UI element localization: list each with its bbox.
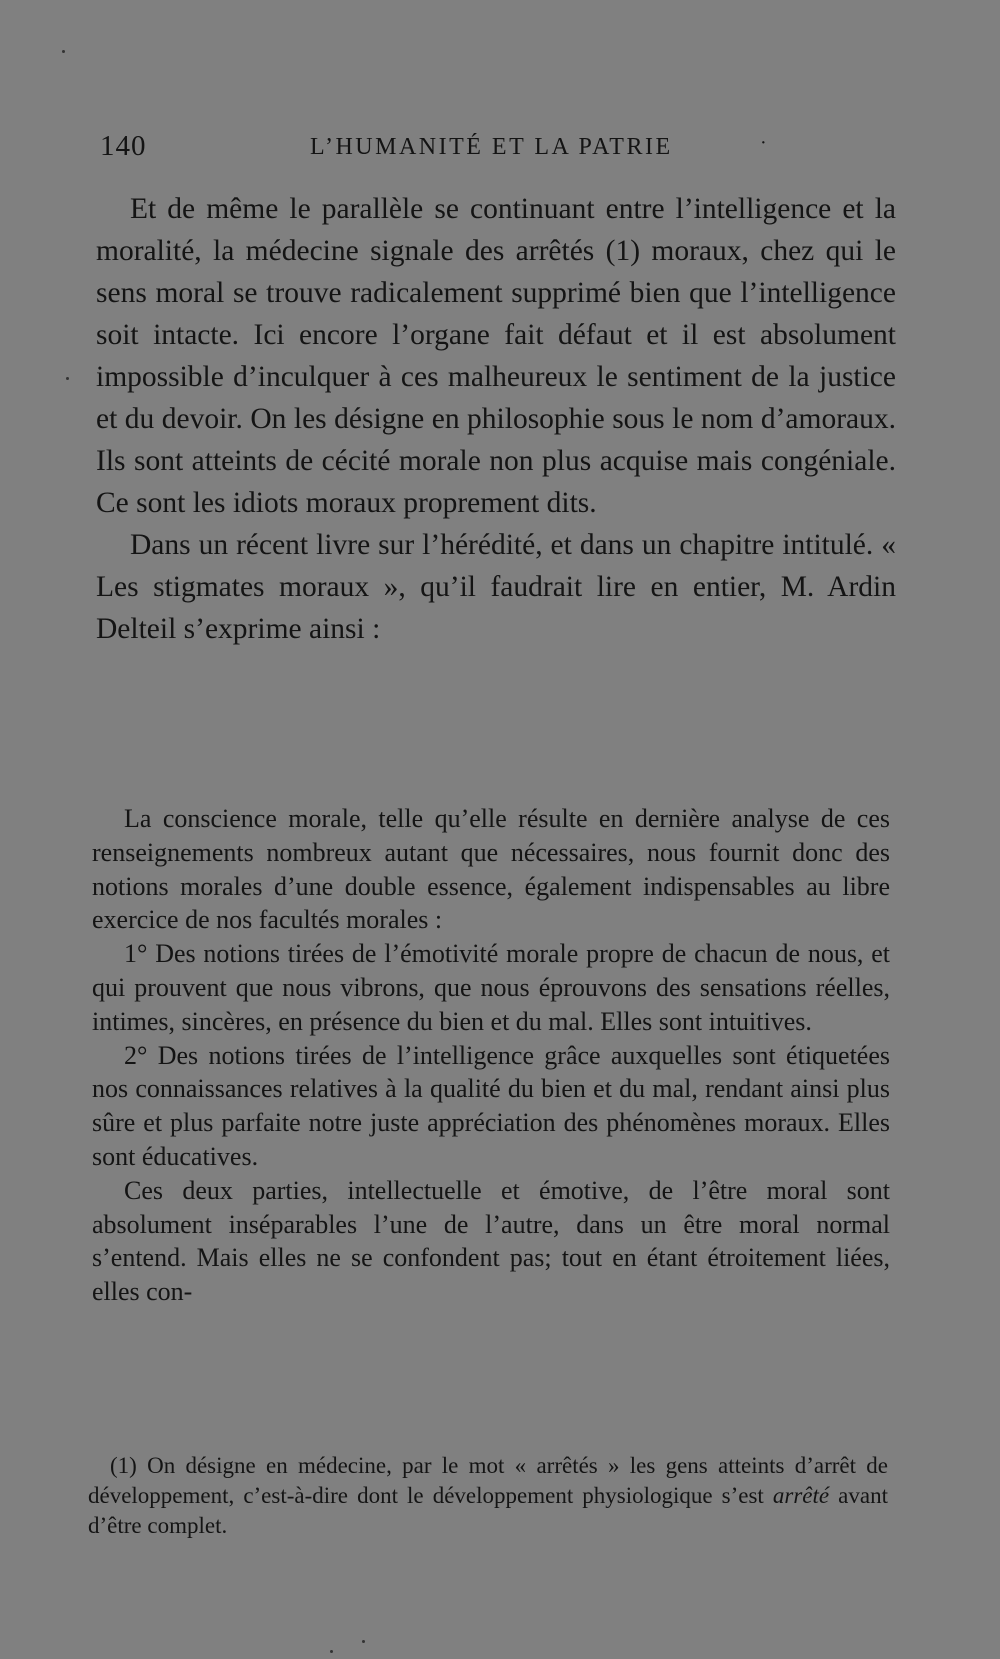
- scan-speck: [62, 50, 65, 53]
- scan-speck: [362, 1640, 365, 1643]
- footnote-text-start: (1) On désigne en médecine, par le mot « arrêtés » les gens atteints d’arrêt de développement, c’est-à-dire dont le développement physiologique s’est: [88, 1453, 888, 1508]
- block-quote: [92, 802, 890, 1309]
- quote-paragraph-2: 1° Des notions tirées de l’émotivité morale propre de chacun de nous, et qui prouvent que nous vibrons, que nous éprouvons des sensations réelles, intimes, sincères, en présence du bien et du mal. Elles sont intuitives.: [92, 939, 890, 1036]
- body-paragraph-1: Et de même le parallèle se continuant entre l’intelligence et la moralité, la médecine signale des arrêtés (1) moraux, chez qui le sens moral se trouve radicalement supprimé bien que l’intelligence soit intacte. Ici encore l’organe fait défaut et il est absolument impossible d’inculquer à ces malheureux le sentiment de la justice et du devoir. On les désigne en philosophie sous le nom d’amoraux. Ils sont atteints de cécité morale non plus acquise mais congéniale. Ce sont les idiots moraux proprement dits.: [96, 193, 896, 519]
- footnote-paragraph: [88, 1451, 888, 1541]
- running-title: L’HUMANITÉ ET LA PATRIE: [310, 134, 673, 160]
- footnote-text-end: avant d’être complet.: [88, 1483, 888, 1538]
- quote-paragraph-4: Ces deux parties, intellectuelle et émotive, de l’être moral sont absolument inséparables l’une de l’autre, dans un être moral normal s’entend. Mais elles ne se confondent pas; tout en étant étroitement liées, elles con-: [92, 1175, 890, 1307]
- scan-speck: [330, 1650, 333, 1653]
- page-number: 140: [100, 130, 147, 162]
- quote-paragraph-1: La conscience morale, telle qu’elle résulte en dernière analyse de ces renseignements nombreux autant que nécessaires, nous fournit donc des notions morales d’une double essence, également indispensables au libre exercice de nos facultés morales :: [92, 804, 890, 935]
- body-paragraph-2: Dans un récent livre sur l’hérédité, et dans un chapitre intitulé. « Les stigmates moraux », qu’il faudrait lire en entier, M. Ardin Delteil s’exprime ainsi :: [96, 529, 896, 645]
- quote-paragraph-3: 2° Des notions tirées de l’intelligence grâce auxquelles sont étiquetées nos connaissances relatives à la qualité du bien et du mal, rendant ainsi plus sûre et plus parfaite notre juste appréciation des phénomènes moraux. Elles sont éducatives.: [92, 1040, 890, 1171]
- header-mark: ·: [760, 132, 767, 154]
- scan-speck: [66, 377, 69, 380]
- footnote-italic-word: arrêté: [772, 1483, 830, 1508]
- main-text: [96, 188, 896, 650]
- page-header: [100, 130, 900, 170]
- footnote: [88, 1451, 888, 1541]
